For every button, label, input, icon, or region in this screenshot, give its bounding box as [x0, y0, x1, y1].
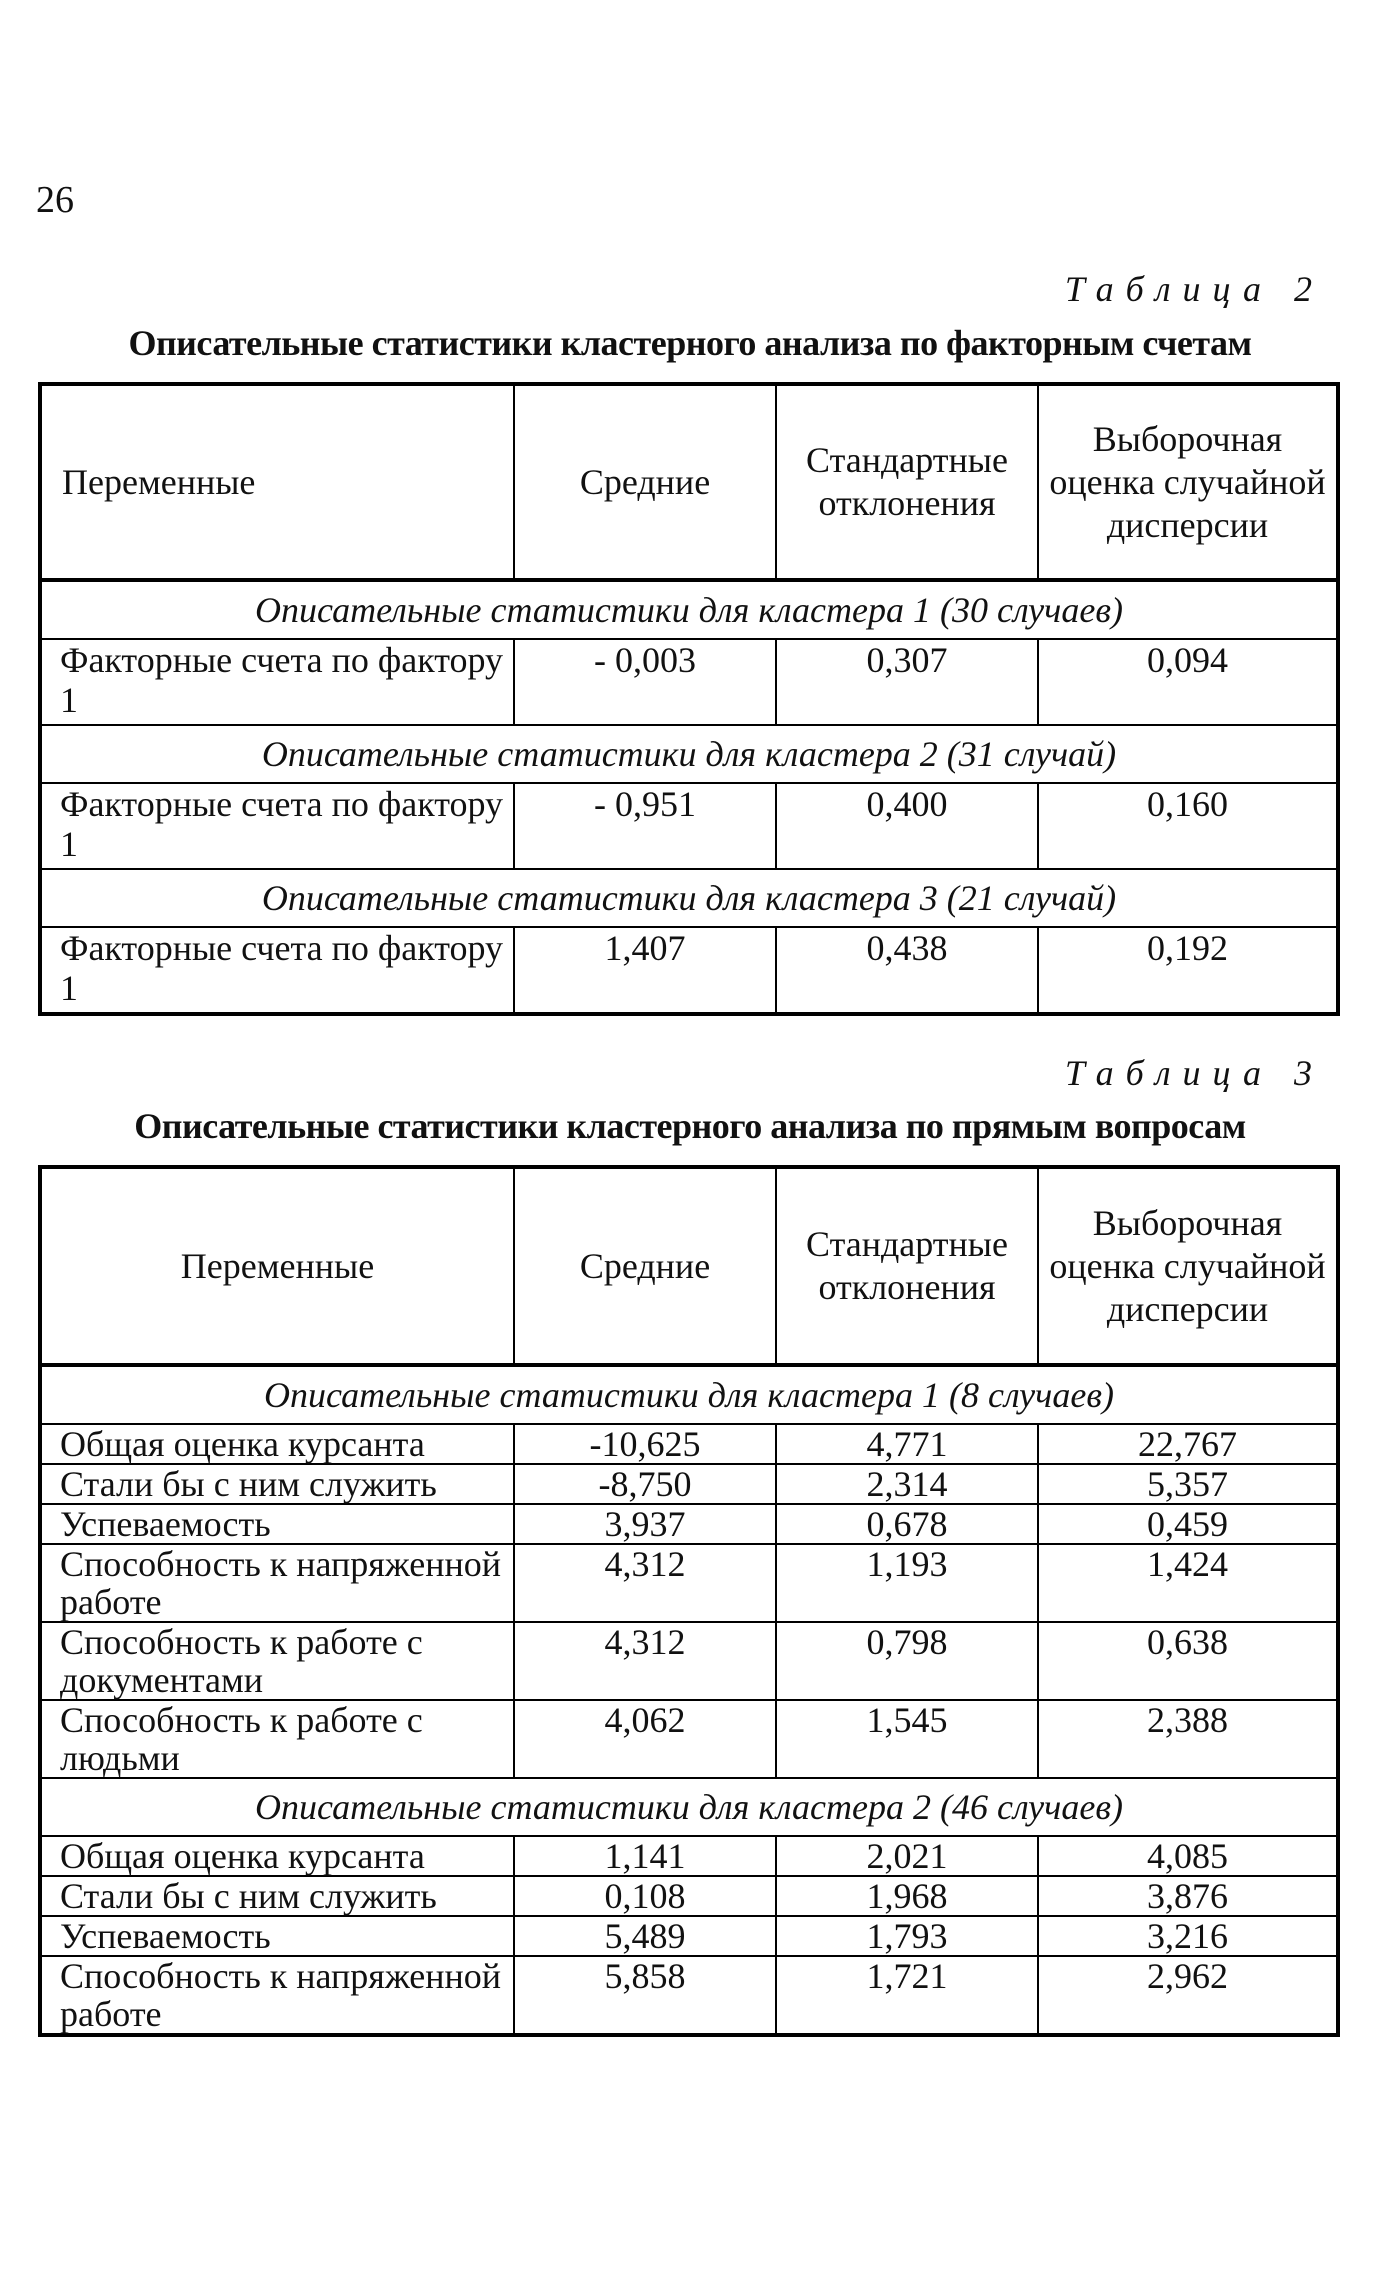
variance-cell: 22,767: [1038, 1424, 1338, 1464]
variable-cell: Способность к работе с документами: [40, 1622, 514, 1700]
mean-cell: 5,489: [514, 1916, 776, 1956]
table-row: [40, 783, 1338, 869]
table-3-title: Описательные статистики кластерного анализа по прямым вопросам: [134, 1106, 1246, 1146]
mean-cell: 3,937: [514, 1504, 776, 1544]
variance-cell: 4,085: [1038, 1836, 1338, 1876]
column-header: Стандартные отклонения: [776, 1167, 1038, 1365]
table-row: [40, 1504, 1338, 1544]
mean-cell: - 0,951: [514, 783, 776, 869]
cluster-group-row: [40, 1778, 1338, 1836]
sd-cell: 0,798: [776, 1622, 1038, 1700]
table-row: [40, 1700, 1338, 1778]
column-header: Выборочная оценка случайной дисперсии: [1038, 384, 1338, 580]
column-header: Стандартные отклонения: [776, 384, 1038, 580]
table-2-body: [40, 384, 1338, 1014]
cluster-group-title: Описательные статистики для кластера 2 (31 случай): [40, 725, 1338, 783]
table-row: [40, 1544, 1338, 1622]
mean-cell: 4,062: [514, 1700, 776, 1778]
variance-cell: 2,962: [1038, 1956, 1338, 2035]
table-row: [40, 927, 1338, 1014]
sd-cell: 1,968: [776, 1876, 1038, 1916]
mean-cell: 4,312: [514, 1544, 776, 1622]
variance-cell: 3,876: [1038, 1876, 1338, 1916]
cluster-group-title: Описательные статистики для кластера 1 (30 случаев): [40, 580, 1338, 639]
variable-cell: Факторные счета по фактору 1: [40, 927, 514, 1014]
variance-cell: 2,388: [1038, 1700, 1338, 1778]
sd-cell: 0,438: [776, 927, 1038, 1014]
variable-cell: Общая оценка курсанта: [40, 1424, 514, 1464]
sd-cell: 2,314: [776, 1464, 1038, 1504]
table-2: [38, 382, 1340, 1016]
variance-cell: 0,459: [1038, 1504, 1338, 1544]
column-header: Переменные: [40, 384, 514, 580]
sd-cell: 2,021: [776, 1836, 1038, 1876]
table-3: [38, 1165, 1340, 2037]
table-row: [40, 1622, 1338, 1700]
cluster-group-row: [40, 725, 1338, 783]
cluster-group-row: [40, 869, 1338, 927]
mean-cell: 0,108: [514, 1876, 776, 1916]
variable-cell: Факторные счета по фактору 1: [40, 639, 514, 725]
variable-cell: Успеваемость: [40, 1916, 514, 1956]
variable-cell: Способность к напряженной работе: [40, 1956, 514, 2035]
mean-cell: -10,625: [514, 1424, 776, 1464]
sd-cell: 4,771: [776, 1424, 1038, 1464]
table-3-label: Таблица 3: [1064, 1053, 1324, 1093]
variable-cell: Способность к напряженной работе: [40, 1544, 514, 1622]
variable-cell: Стали бы с ним служить: [40, 1464, 514, 1504]
variance-cell: 5,357: [1038, 1464, 1338, 1504]
variance-cell: 1,424: [1038, 1544, 1338, 1622]
sd-cell: 0,400: [776, 783, 1038, 869]
column-header: Средние: [514, 384, 776, 580]
variable-cell: Успеваемость: [40, 1504, 514, 1544]
sd-cell: 1,193: [776, 1544, 1038, 1622]
sd-cell: 1,721: [776, 1956, 1038, 2035]
variable-cell: Факторные счета по фактору 1: [40, 783, 514, 869]
table-row: [40, 639, 1338, 725]
column-header: Средние: [514, 1167, 776, 1365]
variable-cell: Стали бы с ним служить: [40, 1876, 514, 1916]
table-row: [40, 1916, 1338, 1956]
table-3-body: [40, 1167, 1338, 2035]
cluster-group-title: Описательные статистики для кластера 1 (8 случаев): [40, 1365, 1338, 1424]
variance-cell: 0,094: [1038, 639, 1338, 725]
table-row: [40, 1836, 1338, 1876]
column-header: Выборочная оценка случайной дисперсии: [1038, 1167, 1338, 1365]
cluster-group-row: [40, 580, 1338, 639]
sd-cell: 1,545: [776, 1700, 1038, 1778]
mean-cell: 1,407: [514, 927, 776, 1014]
variable-cell: Способность к работе с людьми: [40, 1700, 514, 1778]
mean-cell: 1,141: [514, 1836, 776, 1876]
mean-cell: 5,858: [514, 1956, 776, 2035]
sd-cell: 0,307: [776, 639, 1038, 725]
variance-cell: 3,216: [1038, 1916, 1338, 1956]
variance-cell: 0,192: [1038, 927, 1338, 1014]
mean-cell: - 0,003: [514, 639, 776, 725]
table-row: [40, 1424, 1338, 1464]
table-row: [40, 1956, 1338, 2035]
cluster-group-row: [40, 1365, 1338, 1424]
header-row: [40, 1167, 1338, 1365]
cluster-group-title: Описательные статистики для кластера 2 (46 случаев): [40, 1778, 1338, 1836]
page-number: 26: [36, 179, 74, 221]
header-row: [40, 384, 1338, 580]
table-2-title: Описательные статистики кластерного анализа по факторным счетам: [128, 323, 1252, 363]
variable-cell: Общая оценка курсанта: [40, 1836, 514, 1876]
mean-cell: -8,750: [514, 1464, 776, 1504]
variance-cell: 0,638: [1038, 1622, 1338, 1700]
mean-cell: 4,312: [514, 1622, 776, 1700]
column-header: Переменные: [40, 1167, 514, 1365]
sd-cell: 0,678: [776, 1504, 1038, 1544]
sd-cell: 1,793: [776, 1916, 1038, 1956]
cluster-group-title: Описательные статистики для кластера 3 (21 случай): [40, 869, 1338, 927]
table-row: [40, 1464, 1338, 1504]
table-row: [40, 1876, 1338, 1916]
table-2-label: Таблица 2: [1064, 269, 1324, 309]
variance-cell: 0,160: [1038, 783, 1338, 869]
